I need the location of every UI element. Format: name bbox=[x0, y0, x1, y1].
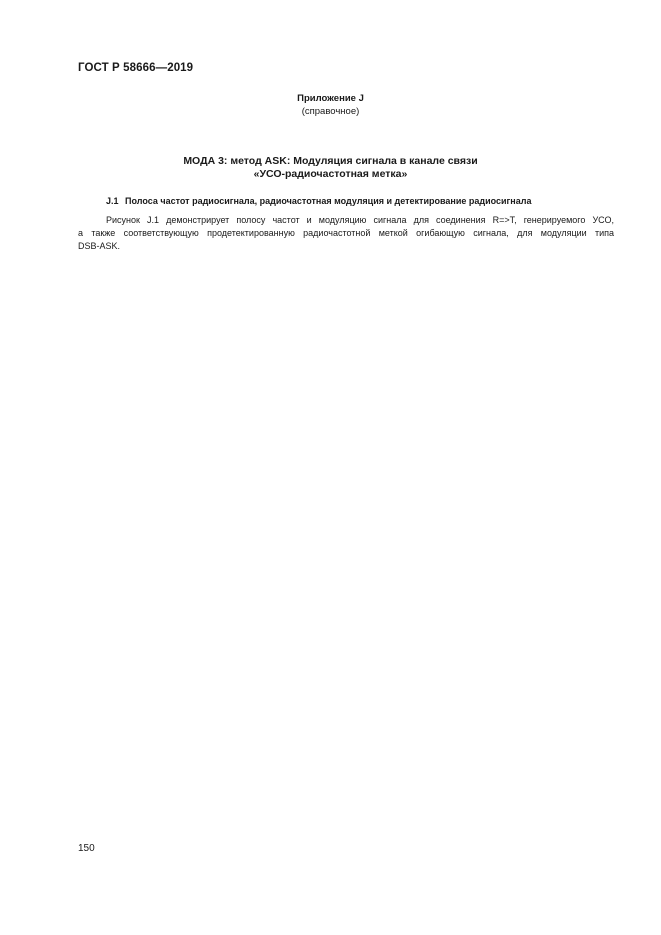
appendix-note: (справочное) bbox=[301, 106, 360, 117]
page-number: 150 bbox=[78, 843, 95, 854]
paragraph-line: а также соответствующую продетектированную радиочастотной меткой огибающую сигнала, для модуляции типа bbox=[78, 228, 614, 239]
section-heading-text: Полоса частот радиосигнала, радиочастотная модуляция и детектирование радиосигнала bbox=[125, 196, 532, 206]
standard-id: ГОСТ Р 58666—2019 bbox=[78, 62, 194, 74]
main-title bbox=[0, 155, 661, 181]
appendix-title: Приложение J bbox=[297, 93, 364, 104]
main-title-line-2: «УСО-радиочастотная метка» bbox=[253, 168, 408, 180]
paragraph-line: DSB-ASK. bbox=[78, 241, 121, 252]
appendix-block bbox=[0, 92, 661, 118]
section-number: J.1 bbox=[106, 196, 119, 206]
body-paragraph bbox=[78, 214, 614, 254]
main-title-line-1: МОДА 3: метод ASK: Модуляция сигнала в канале связи bbox=[183, 155, 478, 167]
paragraph-line: Рисунок J.1 демонстрирует полосу частот и модуляцию сигнала для соединения R=>T, генерируемого УСО, bbox=[106, 215, 614, 225]
section-heading bbox=[106, 196, 531, 206]
